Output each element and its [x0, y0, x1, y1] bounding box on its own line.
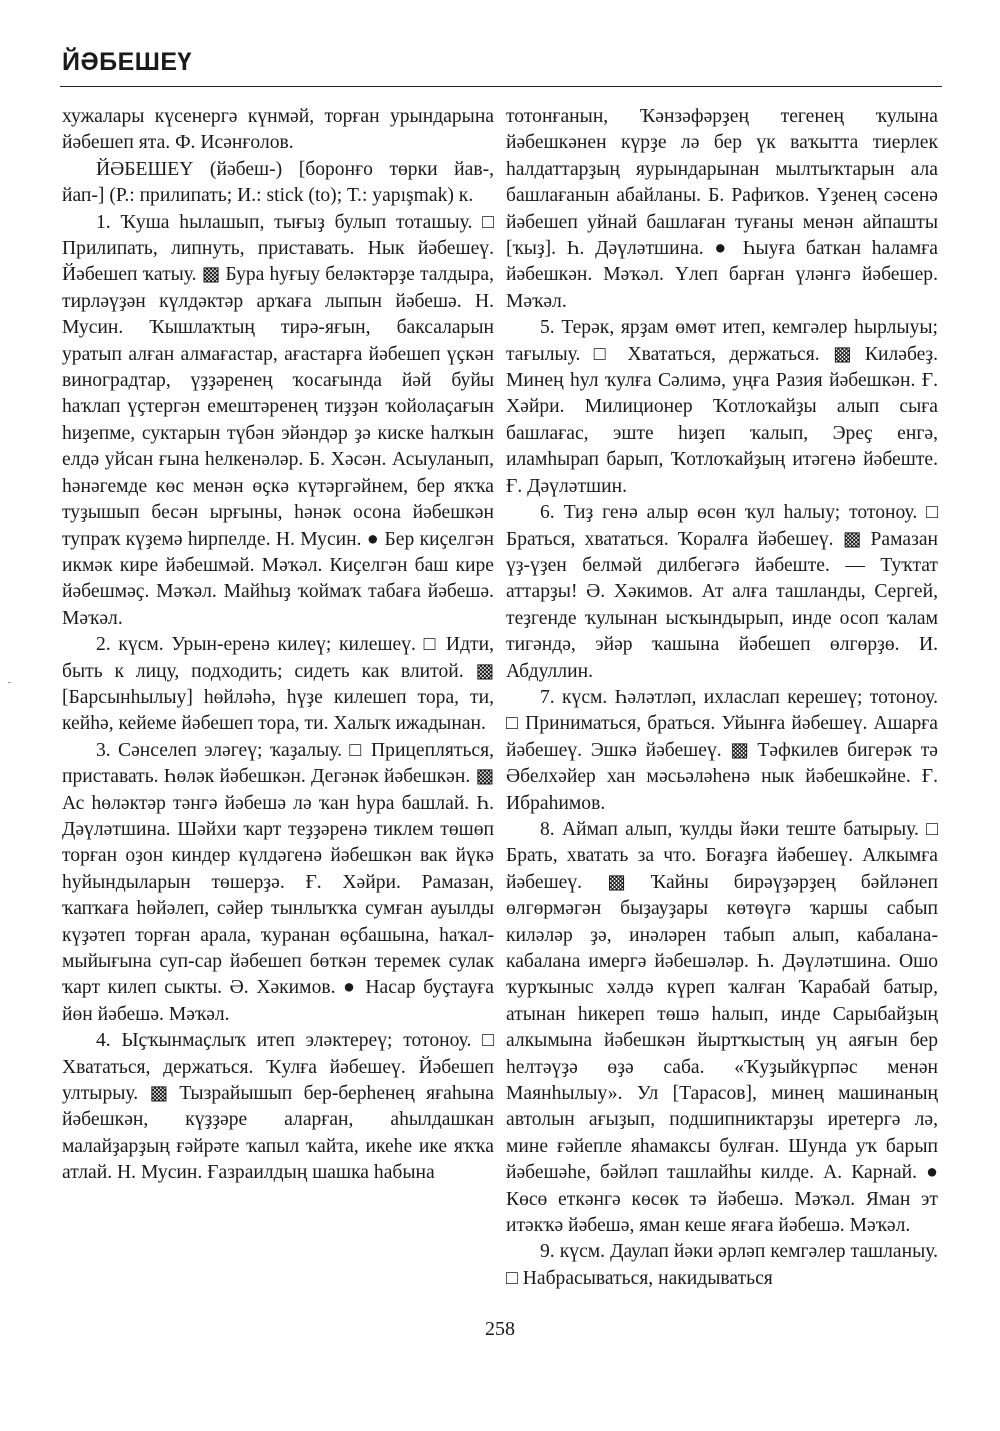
sense-2-paragraph: 2. күсм. Урын-еренә килеү; килешеү. □ Идти, быть к лицу, подходить; сидеть как влитой. ▩ [Барсынһылыу] һөйләһә, һүҙе килешеп тора, ти, кейһә, кейеме йәбешеп тора, ти. Халыҡ ижадынан. — [62, 634, 494, 735]
sense-6-paragraph: 6. Тиҙ генә алыр өсөн ҡул һалыу; тотоноу. □ Браться, хвататься. Ҡоралға йәбешеү. ▩ Рамазан үҙ-үҙен белмәй дилбегәгә йәбеште. — Туҡтат аттарҙы! Ә. Хәкимов. Ат алға ташланды, Сергей, теҙгенде ҡулынан ысҡындырып, инде осоп ҡалам тигәндә, эйәр ҡашына йәбешеп өлгөрҙө. И. Абдуллин. — [506, 502, 938, 682]
sense-9-paragraph: 9. күсм. Даулап йәки әрләп кемгәлер ташланыу. □ Набрасываться, накидываться — [506, 1241, 938, 1289]
sense-1-paragraph: 1. Ҡуша һылашып, тығыҙ булып тоташыу. □ Прилипать, липнуть, приставать. Нык йәбешеү. Йәбешеп ҡатыу. ▩ Бура һуғыу беләктәрҙе талдыра, тирләүҙән күлдәктәр арҡаға лыпын йәбешә. Н. Мусин. Ҡышлаҡтың тирә-яғын, баксаларын уратып алған алмағастар, ағастарға йәбешеп үҫкән виноградтар, үҙҙәренең ҡосағында йәй буйы һаҡлап үҫтергән емештәренең тиҙҙән ҡойолаҫағын һиҙепме, суктарын түбән эйәндәр ҙә киске һалҡын елдә уйсан ғына һелкенәләр. Б. Хәсән. Асыуланып, һәнәгемде көс менән өҫкә күтәргәйнем, бер яҡҡа туҙышып бесән ырғыны, һәнәк осона йәбешкән тупраҡ күҙемә һирпелде. Н. Мусин. ● Бер киҫелгән икмәк кире йәбешмәй. Мәҡәл. Киҫелгән баш кире йәбешмәҫ. Мәҡәл. Майһыҙ ҡоймаҡ табаға йәбешә. Мәҡәл. — [62, 211, 494, 629]
entry-paragraph: хужалары күсенергә күнмәй, торған урындарына йәбешеп ята. Ф. Исәнғолов. — [62, 106, 494, 154]
header-rule — [60, 86, 942, 87]
sense-4-paragraph: 4. Ыҫҡынмаҫлыҡ итеп эләктереү; тотоноу. □ Хвататься, держаться. Ҡулға йәбешеү. Йәбешеп ултырыу. ▩ Тызрайышып бер-берһенең яғаһына йәбешкән, күҙҙәре аларған, аһылдашкан малайҙарҙың ғәйрәте ҡапыл ҡайта, икеһе ике яҡҡа атлай. Н. Мусин. Ғазраилдың шашка һабына — [62, 1030, 494, 1184]
right-column — [506, 104, 938, 1292]
running-head: ЙӘБЕШЕҮ — [62, 48, 192, 76]
entry-headword-paragraph: ЙӘБЕШЕҮ (йәбеш-) [боронғо төрки йав-, йап-] (Р.: прилипать; И.: stick (to); Т.: yapışmak) к. — [62, 158, 494, 207]
sense-4-continued-paragraph: тотонғанын, Ҡәнзәфәрҙең тегенең ҡулына йәбешкәнен күрҙе лә бер үк ваҡытта тиерлек һалдаттарҙың яурындарынан мылтыҡтарын ала башлағанын абайланы. Б. Рафиҡов. Үҙенең сәсенә йәбешеп уйнай башлаған туғаны менән айпашты [ҡыҙ]. Һ. Дәүләтшина. ● Һыуға баткан һаламға йәбешкән. Мәҡәл. Үлеп барған үләнгә йәбешер. Мәҡәл. — [506, 106, 938, 312]
sense-3-paragraph: 3. Сәнселеп эләгеү; ҡаҙалыу. □ Прицепляться, приставать. Һөләк йәбешкән. Дегәнәк йәбешкән. ▩ Ас һөләктәр тәнгә йәбешә лә ҡан һура башлай. Һ. Дәүләтшина. Шәйхи ҡарт теҙҙәренә тиклем төшөп торған оҙон киндер күлдәгенә йәбешкән вак йүкә һуйындыларын төшерҙә. Ғ. Хәйри. Рамазан, ҡапҡаға һөйәлеп, сәйер тынлыҡҡа сумған ауылды күҙәтеп торған арала, ҡуранан өҫбашына, һаҡал-мыйығына суп-сар йәбешеп бөткән теремек сулак ҡарт килеп сыкты. Ә. Хәкимов. ● Насар буҫтауға йөн йәбешә. Мәҡәл. — [62, 739, 494, 1025]
sense-5-paragraph: 5. Терәк, ярҙам өмөт итеп, кемгәлер һырлыуы; тағылыу. □ Хвататься, держаться. ▩ Киләбеҙ. Минең һул ҡулға Сәлимә, уңға Разия йәбешкән. Ғ. Хәйри. Милиционер Ҡотлоҡайҙы алып сыға башлағас, эште һиҙеп ҡалып, Эреҫ енгә, иламһырап барып, Ҡотлоҡайҙың итәгенә йәбеште. Ғ. Дәүләтшин. — [506, 317, 938, 497]
sense-7-paragraph: 7. күсм. Һәләтләп, ихласлап керешеү; тотоноу. □ Приниматься, браться. Уйынға йәбешеү. Ашарға йәбешеү. Эшкә йәбешеү. ▩ Тәфкилев бигерәк тә Әбелхәйер хан мәсьәләһенә нык йәбешкәйне. Ғ. Ибраһимов. — [506, 686, 938, 814]
sense-8-paragraph: 8. Аймап алып, ҡулды йәки теште батырыу. □ Брать, хватать за что. Боғаҙға йәбешеү. Алкымға йәбешеү. ▩ Ҡайны бирәүҙәрҙең бәйләнеп өлгөрмәгән быҙауҙары көтөүгә ҡаршы сабып киләләр ҙә, инәләрен табып алып, кабалана-кабалана имергә йәбешәләр. Һ. Дәүләтшина. Ошо ҡурҡыныс хәлдә күреп ҡалған Ҡарабай батыр, атынан һикереп төшә һалып, инде Сарыбайҙың алкымына йәбешкән йыртҡыстың уң аяғын бер һелтәүҙә өҙә саба. «Ҡуҙыйкүрпәс менән Маянһылыу». Ул [Тарасов], минең машинаның автолын ағыҙып, подшипниктарҙы иретергә лә, мине ғәйепле яһамаксы булған. Шунда уҡ барып йәбешәһе, бәйләп ташлайһы килде. А. Карнай. ● Көсө еткәнгә көсөк тә йәбешә. Мәҡәл. Яман эт итәкҡә йәбешә, яман кеше яғаға йәбешә. Мәҡәл. — [506, 818, 938, 1237]
left-column — [62, 104, 494, 1187]
page-number: 258 — [485, 1318, 515, 1340]
scan-speck — [8, 682, 11, 683]
